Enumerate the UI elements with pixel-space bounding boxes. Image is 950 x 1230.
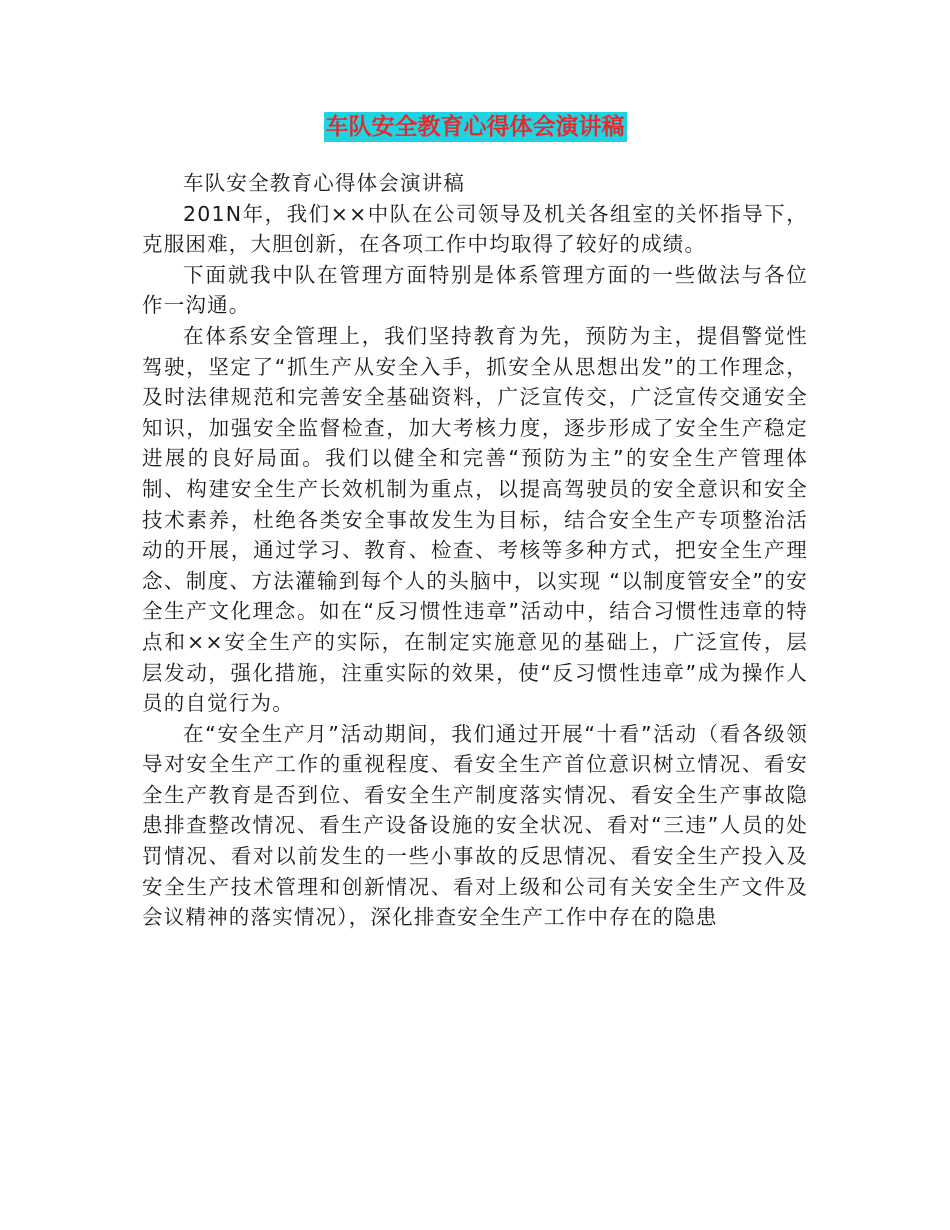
- paragraph-subtitle: 车队安全教育心得体会演讲稿: [183, 171, 466, 195]
- document-body: [142, 168, 808, 933]
- title-container: [0, 112, 950, 142]
- paragraph-safety-management: 在体系安全管理上，我们坚持教育为先，预防为主，提倡警觉性驾驶，坚定了“抓生产从安全入手，抓安全从思想出发”的工作理念，及时法律规范和完善安全基础资料，广泛宣传交，广泛宣传交通安全知识，加强安全监督检查，加大考核力度，逐步形成了安全生产稳定进展的良好局面。我们以健全和完善“预防为主”的安全生产管理体制、构建安全生产长效机制为重点，以提高驾驶员的安全意识和安全技术素养，杜绝各类安全事故发生为目标，结合安全生产专项整治活动的开展，通过学习、教育、检查、考核等多种方式，把安全生产理念、制度、方法灌输到每个人的头脑中，以实现 “以制度管安全”的安全生产文化理念。如在“反习惯性违章”活动中，结合习惯性违章的特点和××安全生产的实际，在制定实施意见的基础上，广泛宣传，层层发动，强化措施，注重实际的效果，使“反习惯性违章”成为操作人员的自觉行为。: [142, 323, 808, 716]
- document-title: 车队安全教育心得体会演讲稿: [325, 113, 625, 140]
- paragraph-safety-month: 在“安全生产月”活动期间，我们通过开展“十看”活动（看各级领导对安全生产工作的重视程度、看安全生产首位意识树立情况、看安全生产教育是否到位、看安全生产制度落实情况、看安全生产事故隐患排查整改情况、看生产设备设施的安全状况、看对“三违”人员的处罚情况、看对以前发生的一些小事故的反思情况、看安全生产投入及安全生产技术管理和创新情况、看对上级和公司有关安全生产文件及会议精神的落实情况），深化排查安全生产工作中存在的隐患: [142, 721, 808, 930]
- paragraph-overview: 下面就我中队在管理方面特别是体系管理方面的一些做法与各位作一沟通。: [142, 262, 808, 318]
- paragraph-intro: 201N年，我们××中队在公司领导及机关各组室的关怀指导下，克服困难，大胆创新，在各项工作中均取得了较好的成绩。: [142, 201, 808, 257]
